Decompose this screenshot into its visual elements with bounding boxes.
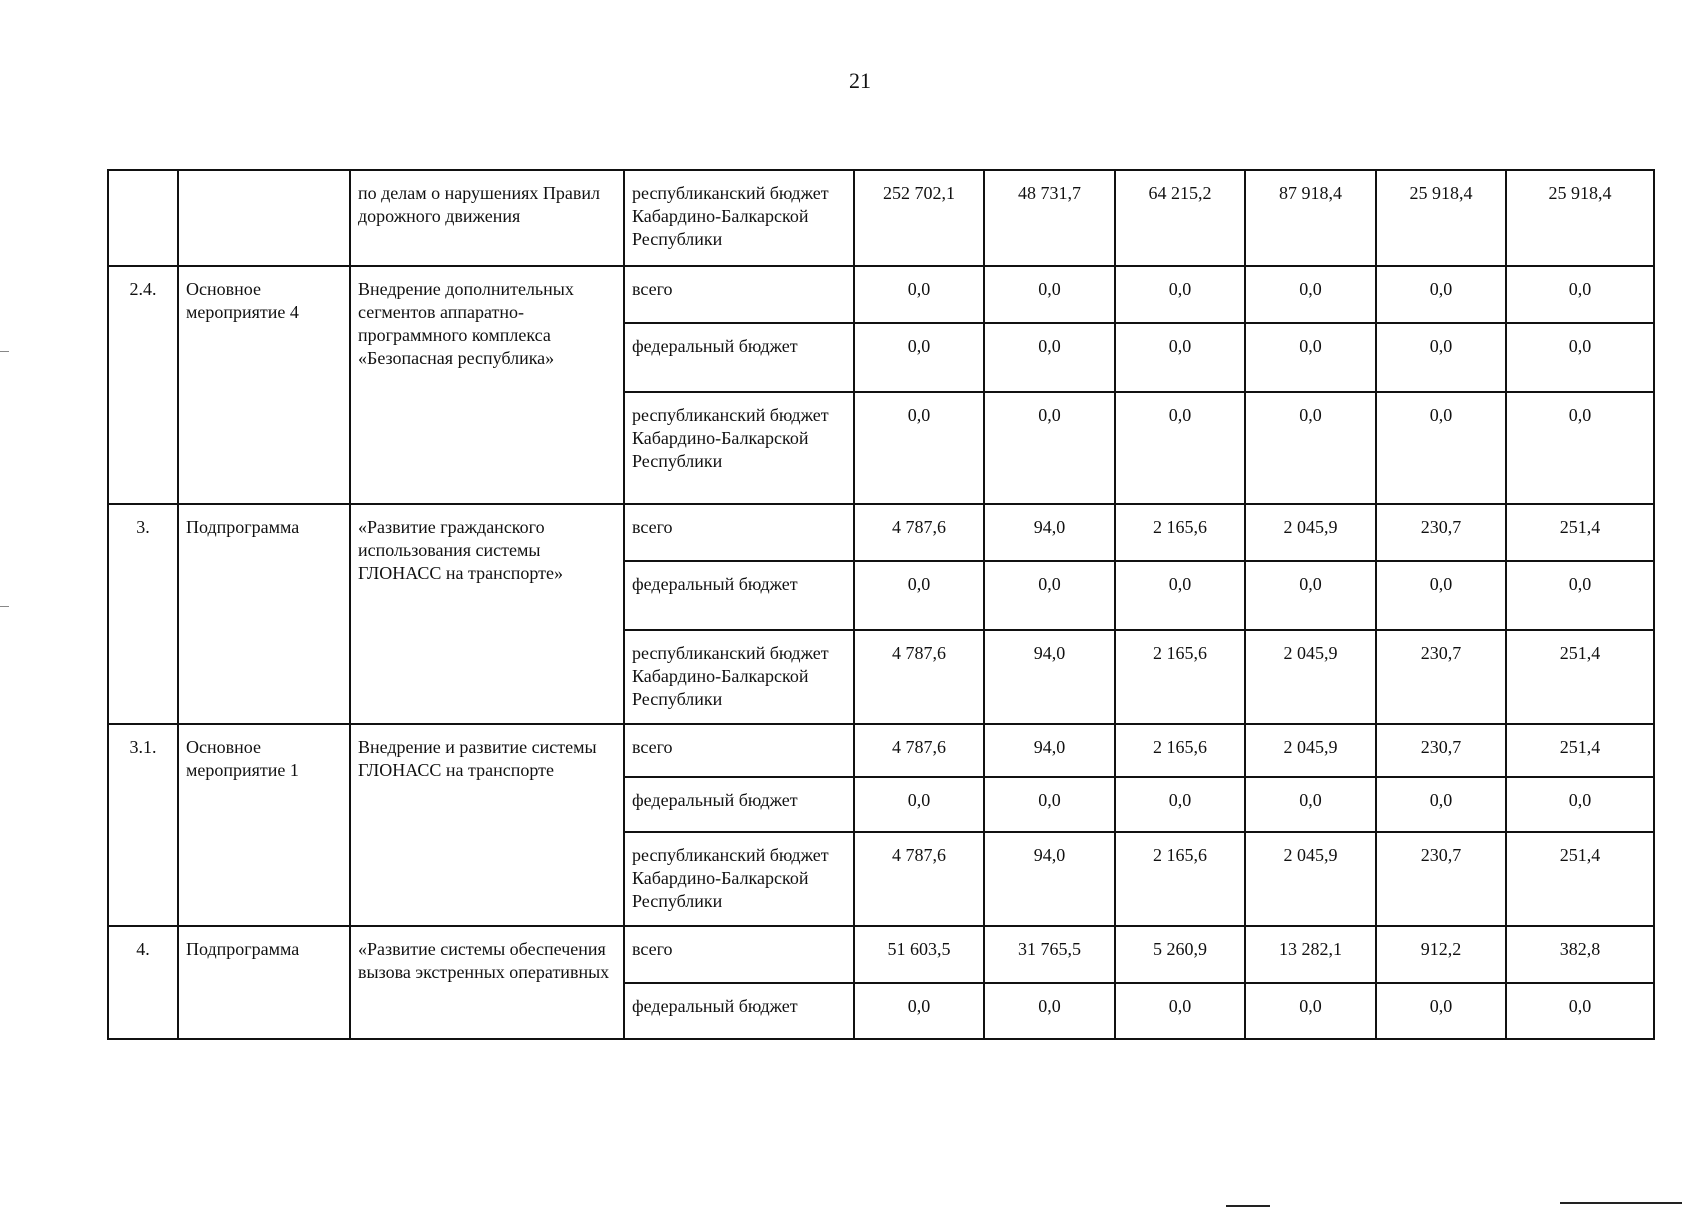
funding-source-cell: республиканский бюджет Кабардино-Балкарской Республики	[624, 630, 854, 724]
table-row	[108, 724, 1654, 777]
item-name-cell: «Развитие гражданского использования системы ГЛОНАСС на транспорте»	[350, 504, 624, 724]
budget-table-body	[108, 170, 1654, 1039]
item-number-cell	[108, 170, 178, 266]
funding-source-cell: всего	[624, 266, 854, 323]
funding-source-cell: федеральный бюджет	[624, 777, 854, 832]
amount-cell: 912,2	[1376, 926, 1506, 983]
amount-cell: 0,0	[1376, 561, 1506, 630]
amount-cell: 0,0	[1115, 983, 1245, 1039]
amount-cell: 230,7	[1376, 724, 1506, 777]
amount-cell: 0,0	[1506, 392, 1654, 504]
amount-cell: 251,4	[1506, 504, 1654, 561]
item-type-cell	[178, 170, 350, 266]
amount-cell: 25 918,4	[1506, 170, 1654, 266]
amount-cell: 0,0	[1376, 392, 1506, 504]
amount-cell: 31 765,5	[984, 926, 1115, 983]
amount-cell: 230,7	[1376, 832, 1506, 926]
amount-cell: 251,4	[1506, 630, 1654, 724]
amount-cell: 230,7	[1376, 630, 1506, 724]
table-row	[108, 926, 1654, 983]
amount-cell: 48 731,7	[984, 170, 1115, 266]
amount-cell: 2 045,9	[1245, 630, 1376, 724]
amount-cell: 0,0	[1376, 777, 1506, 832]
margin-mark	[0, 606, 9, 607]
amount-cell: 0,0	[854, 777, 984, 832]
amount-cell: 0,0	[1506, 561, 1654, 630]
item-type-cell: Основное мероприятие 1	[178, 724, 350, 926]
amount-cell: 4 787,6	[854, 724, 984, 777]
amount-cell: 0,0	[1115, 777, 1245, 832]
item-name-cell: «Развитие системы обеспечения вызова экстренных оперативных	[350, 926, 624, 1039]
amount-cell: 0,0	[854, 266, 984, 323]
amount-cell: 0,0	[1245, 983, 1376, 1039]
amount-cell: 251,4	[1506, 724, 1654, 777]
item-number-cell: 3.1.	[108, 724, 178, 926]
amount-cell: 5 260,9	[1115, 926, 1245, 983]
amount-cell: 25 918,4	[1376, 170, 1506, 266]
amount-cell: 0,0	[1115, 266, 1245, 323]
funding-source-cell: всего	[624, 504, 854, 561]
amount-cell: 0,0	[984, 983, 1115, 1039]
amount-cell: 0,0	[1245, 392, 1376, 504]
amount-cell: 0,0	[1506, 983, 1654, 1039]
amount-cell: 2 045,9	[1245, 724, 1376, 777]
amount-cell: 0,0	[1376, 983, 1506, 1039]
amount-cell: 0,0	[984, 561, 1115, 630]
item-name-cell: Внедрение и развитие системы ГЛОНАСС на транспорте	[350, 724, 624, 926]
amount-cell: 2 165,6	[1115, 504, 1245, 561]
item-type-cell: Подпрограмма	[178, 926, 350, 1039]
amount-cell: 0,0	[984, 777, 1115, 832]
amount-cell: 0,0	[1115, 323, 1245, 392]
amount-cell: 0,0	[1115, 561, 1245, 630]
amount-cell: 251,4	[1506, 832, 1654, 926]
funding-source-cell: республиканский бюджет Кабардино-Балкарской Республики	[624, 832, 854, 926]
amount-cell: 64 215,2	[1115, 170, 1245, 266]
amount-cell: 2 165,6	[1115, 832, 1245, 926]
item-name-cell: Внедрение дополнительных сегментов аппаратно-программного комплекса «Безопасная республика»	[350, 266, 624, 504]
amount-cell: 0,0	[854, 323, 984, 392]
item-number-cell: 2.4.	[108, 266, 178, 504]
amount-cell: 87 918,4	[1245, 170, 1376, 266]
amount-cell: 2 045,9	[1245, 504, 1376, 561]
amount-cell: 4 787,6	[854, 504, 984, 561]
funding-source-cell: федеральный бюджет	[624, 561, 854, 630]
funding-source-cell: всего	[624, 724, 854, 777]
item-number-cell: 3.	[108, 504, 178, 724]
table-row	[108, 266, 1654, 323]
page-number: 21	[849, 68, 871, 93]
amount-cell: 51 603,5	[854, 926, 984, 983]
amount-cell: 2 165,6	[1115, 630, 1245, 724]
amount-cell: 0,0	[984, 392, 1115, 504]
item-type-cell: Подпрограмма	[178, 504, 350, 724]
amount-cell: 0,0	[1245, 323, 1376, 392]
blank-line	[1560, 1202, 1682, 1204]
funding-source-cell: республиканский бюджет Кабардино-Балкарской Республики	[624, 170, 854, 266]
amount-cell: 0,0	[1245, 777, 1376, 832]
amount-cell: 0,0	[854, 983, 984, 1039]
funding-source-cell: федеральный бюджет	[624, 323, 854, 392]
amount-cell: 94,0	[984, 724, 1115, 777]
amount-cell: 0,0	[854, 561, 984, 630]
amount-cell: 0,0	[1506, 777, 1654, 832]
budget-table	[107, 169, 1655, 1040]
amount-cell: 2 045,9	[1245, 832, 1376, 926]
amount-cell: 0,0	[1245, 561, 1376, 630]
amount-cell: 0,0	[854, 392, 984, 504]
amount-cell: 0,0	[1115, 392, 1245, 504]
amount-cell: 0,0	[1376, 266, 1506, 323]
table-row	[108, 170, 1654, 266]
amount-cell: 0,0	[1376, 323, 1506, 392]
amount-cell: 2 165,6	[1115, 724, 1245, 777]
amount-cell: 0,0	[1245, 266, 1376, 323]
item-type-cell: Основное мероприятие 4	[178, 266, 350, 504]
amount-cell: 94,0	[984, 504, 1115, 561]
item-number-cell: 4.	[108, 926, 178, 1039]
item-name-cell: по делам о нарушениях Правил дорожного движения	[350, 170, 624, 266]
amount-cell: 0,0	[1506, 266, 1654, 323]
margin-mark	[0, 351, 9, 352]
amount-cell: 230,7	[1376, 504, 1506, 561]
amount-cell: 252 702,1	[854, 170, 984, 266]
amount-cell: 0,0	[984, 266, 1115, 323]
amount-cell: 94,0	[984, 630, 1115, 724]
amount-cell: 4 787,6	[854, 630, 984, 724]
amount-cell: 13 282,1	[1245, 926, 1376, 983]
amount-cell: 0,0	[984, 323, 1115, 392]
amount-cell: 94,0	[984, 832, 1115, 926]
amount-cell: 4 787,6	[854, 832, 984, 926]
funding-source-cell: всего	[624, 926, 854, 983]
table-row	[108, 504, 1654, 561]
funding-source-cell: федеральный бюджет	[624, 983, 854, 1039]
amount-cell: 0,0	[1506, 323, 1654, 392]
amount-cell: 382,8	[1506, 926, 1654, 983]
funding-source-cell: республиканский бюджет Кабардино-Балкарской Республики	[624, 392, 854, 504]
